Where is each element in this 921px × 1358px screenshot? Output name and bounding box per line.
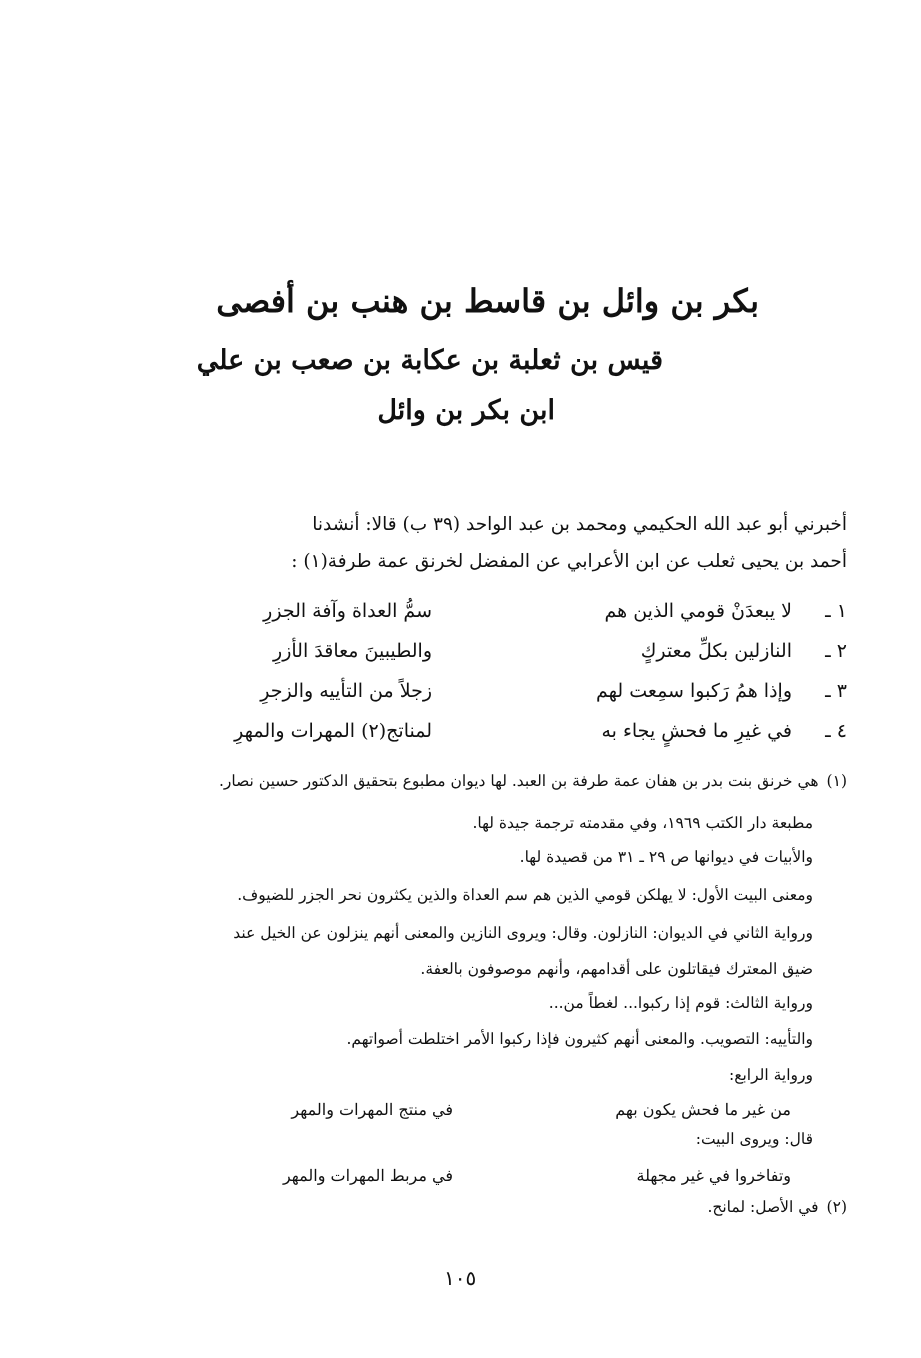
title-line-1: بكر بن وائل بن قاسط بن هنب بن أفصى xyxy=(216,282,759,320)
footnote-1-line-5: ورواية الثاني في الديوان: النازلون. وقال: ويروى النازين والمعنى أنهم ينزلون عن الخيل عند xyxy=(233,924,813,942)
verse-first-hemistich: النازلين بكلِّ معتركٍ xyxy=(640,640,792,662)
title-line-3: ابن بكر بن وائل xyxy=(377,395,555,426)
intro-line-2: أحمد بن يحيى ثعلب عن ابن الأعرابي عن المفضل لخرنق عمة طرفة(١) : xyxy=(291,551,847,572)
verse-number: ١ ـ xyxy=(825,600,847,622)
footnote-1-line-2: مطبعة دار الكتب ١٩٦٩، وفي مقدمته ترجمة جيدة لها. xyxy=(472,814,813,832)
verse-number: ٣ ـ xyxy=(825,680,847,702)
footnote-text: هي خرنق بنت بدر بن هفان عمة طرفة بن العبد. لها ديوان مطبوع بتحقيق الدكتور حسين نصار. xyxy=(218,772,819,790)
footnote-marker: (١) xyxy=(826,772,847,790)
verse-first-hemistich: وإذا همُ رَكبوا سمِعت لهم xyxy=(596,680,792,702)
footnote-2 xyxy=(87,1198,847,1216)
verse-2 xyxy=(87,640,847,676)
footnote-text: في الأصل: لمانح. xyxy=(707,1198,819,1216)
footnote-1-line-4: ومعنى البيت الأول: لا يهلكن قومي الذين هم سم العداة والذين يكثرون نحر الجزر للضيوف. xyxy=(237,886,813,904)
footnote-1-line-6: ضيق المعترك فيقاتلون على أقدامهم، وأنهم موصوفون بالعفة. xyxy=(420,960,813,978)
verse-second-hemistich: سمُّ العداة وآفة الجزرِ xyxy=(263,600,432,622)
verse-4 xyxy=(87,720,847,756)
footnote-1-line-3: والأبيات في ديوانها ص ٢٩ ـ ٣١ من قصيدة لها. xyxy=(519,848,813,866)
intro-line-1: أخبرني أبو عبد الله الحكيمي ومحمد بن عبد الواحد (٣٩ ب) قالا: أنشدنا xyxy=(312,514,847,535)
footnote-1-line-8: والتأييه: التصويب. والمعنى أنهم كثيرون فإذا ركبوا الأمر اختلطت أصواتهم. xyxy=(346,1030,813,1048)
footnote-verse-1-second: في منتج المهرات والمهر xyxy=(291,1100,453,1119)
footnote-1-line-10: قال: ويروى البيت: xyxy=(695,1130,813,1148)
footnote-verse-2-first: وتفاخروا في غير مجهلة xyxy=(636,1166,791,1185)
footnote-1-line-1 xyxy=(87,772,847,790)
verse-first-hemistich: لا يبعدَنْ قومي الذين هم xyxy=(604,600,792,622)
footnote-1-line-9: ورواية الرابع: xyxy=(729,1066,813,1084)
verse-second-hemistich: والطيبينَ معاقدَ الأزرِ xyxy=(273,640,432,662)
verse-number: ٤ ـ xyxy=(825,720,847,742)
verse-3 xyxy=(87,680,847,716)
footnote-marker: (٢) xyxy=(826,1198,847,1216)
verse-second-hemistich: لمناتج(٢) المهرات والمهرِ xyxy=(234,720,432,742)
footnote-verse-1-first: من غير ما فحش يكون بهم xyxy=(615,1100,791,1119)
title-line-2: قيس بن ثعلبة بن عكابة بن صعب بن علي xyxy=(196,345,663,376)
page-number: ١٠٥ xyxy=(444,1266,477,1290)
verse-second-hemistich: زجلاً من التأييه والزجرِ xyxy=(260,680,432,702)
verse-number: ٢ ـ xyxy=(825,640,847,662)
footnote-verse-2-second: في مربط المهرات والمهر xyxy=(282,1166,453,1185)
verse-1 xyxy=(87,600,847,636)
verse-first-hemistich: في غيرِ ما فحشٍ يجاء به xyxy=(601,720,792,742)
footnote-1-line-7: ورواية الثالث: قوم إذا ركبوا... لغطاً من... xyxy=(548,994,813,1012)
